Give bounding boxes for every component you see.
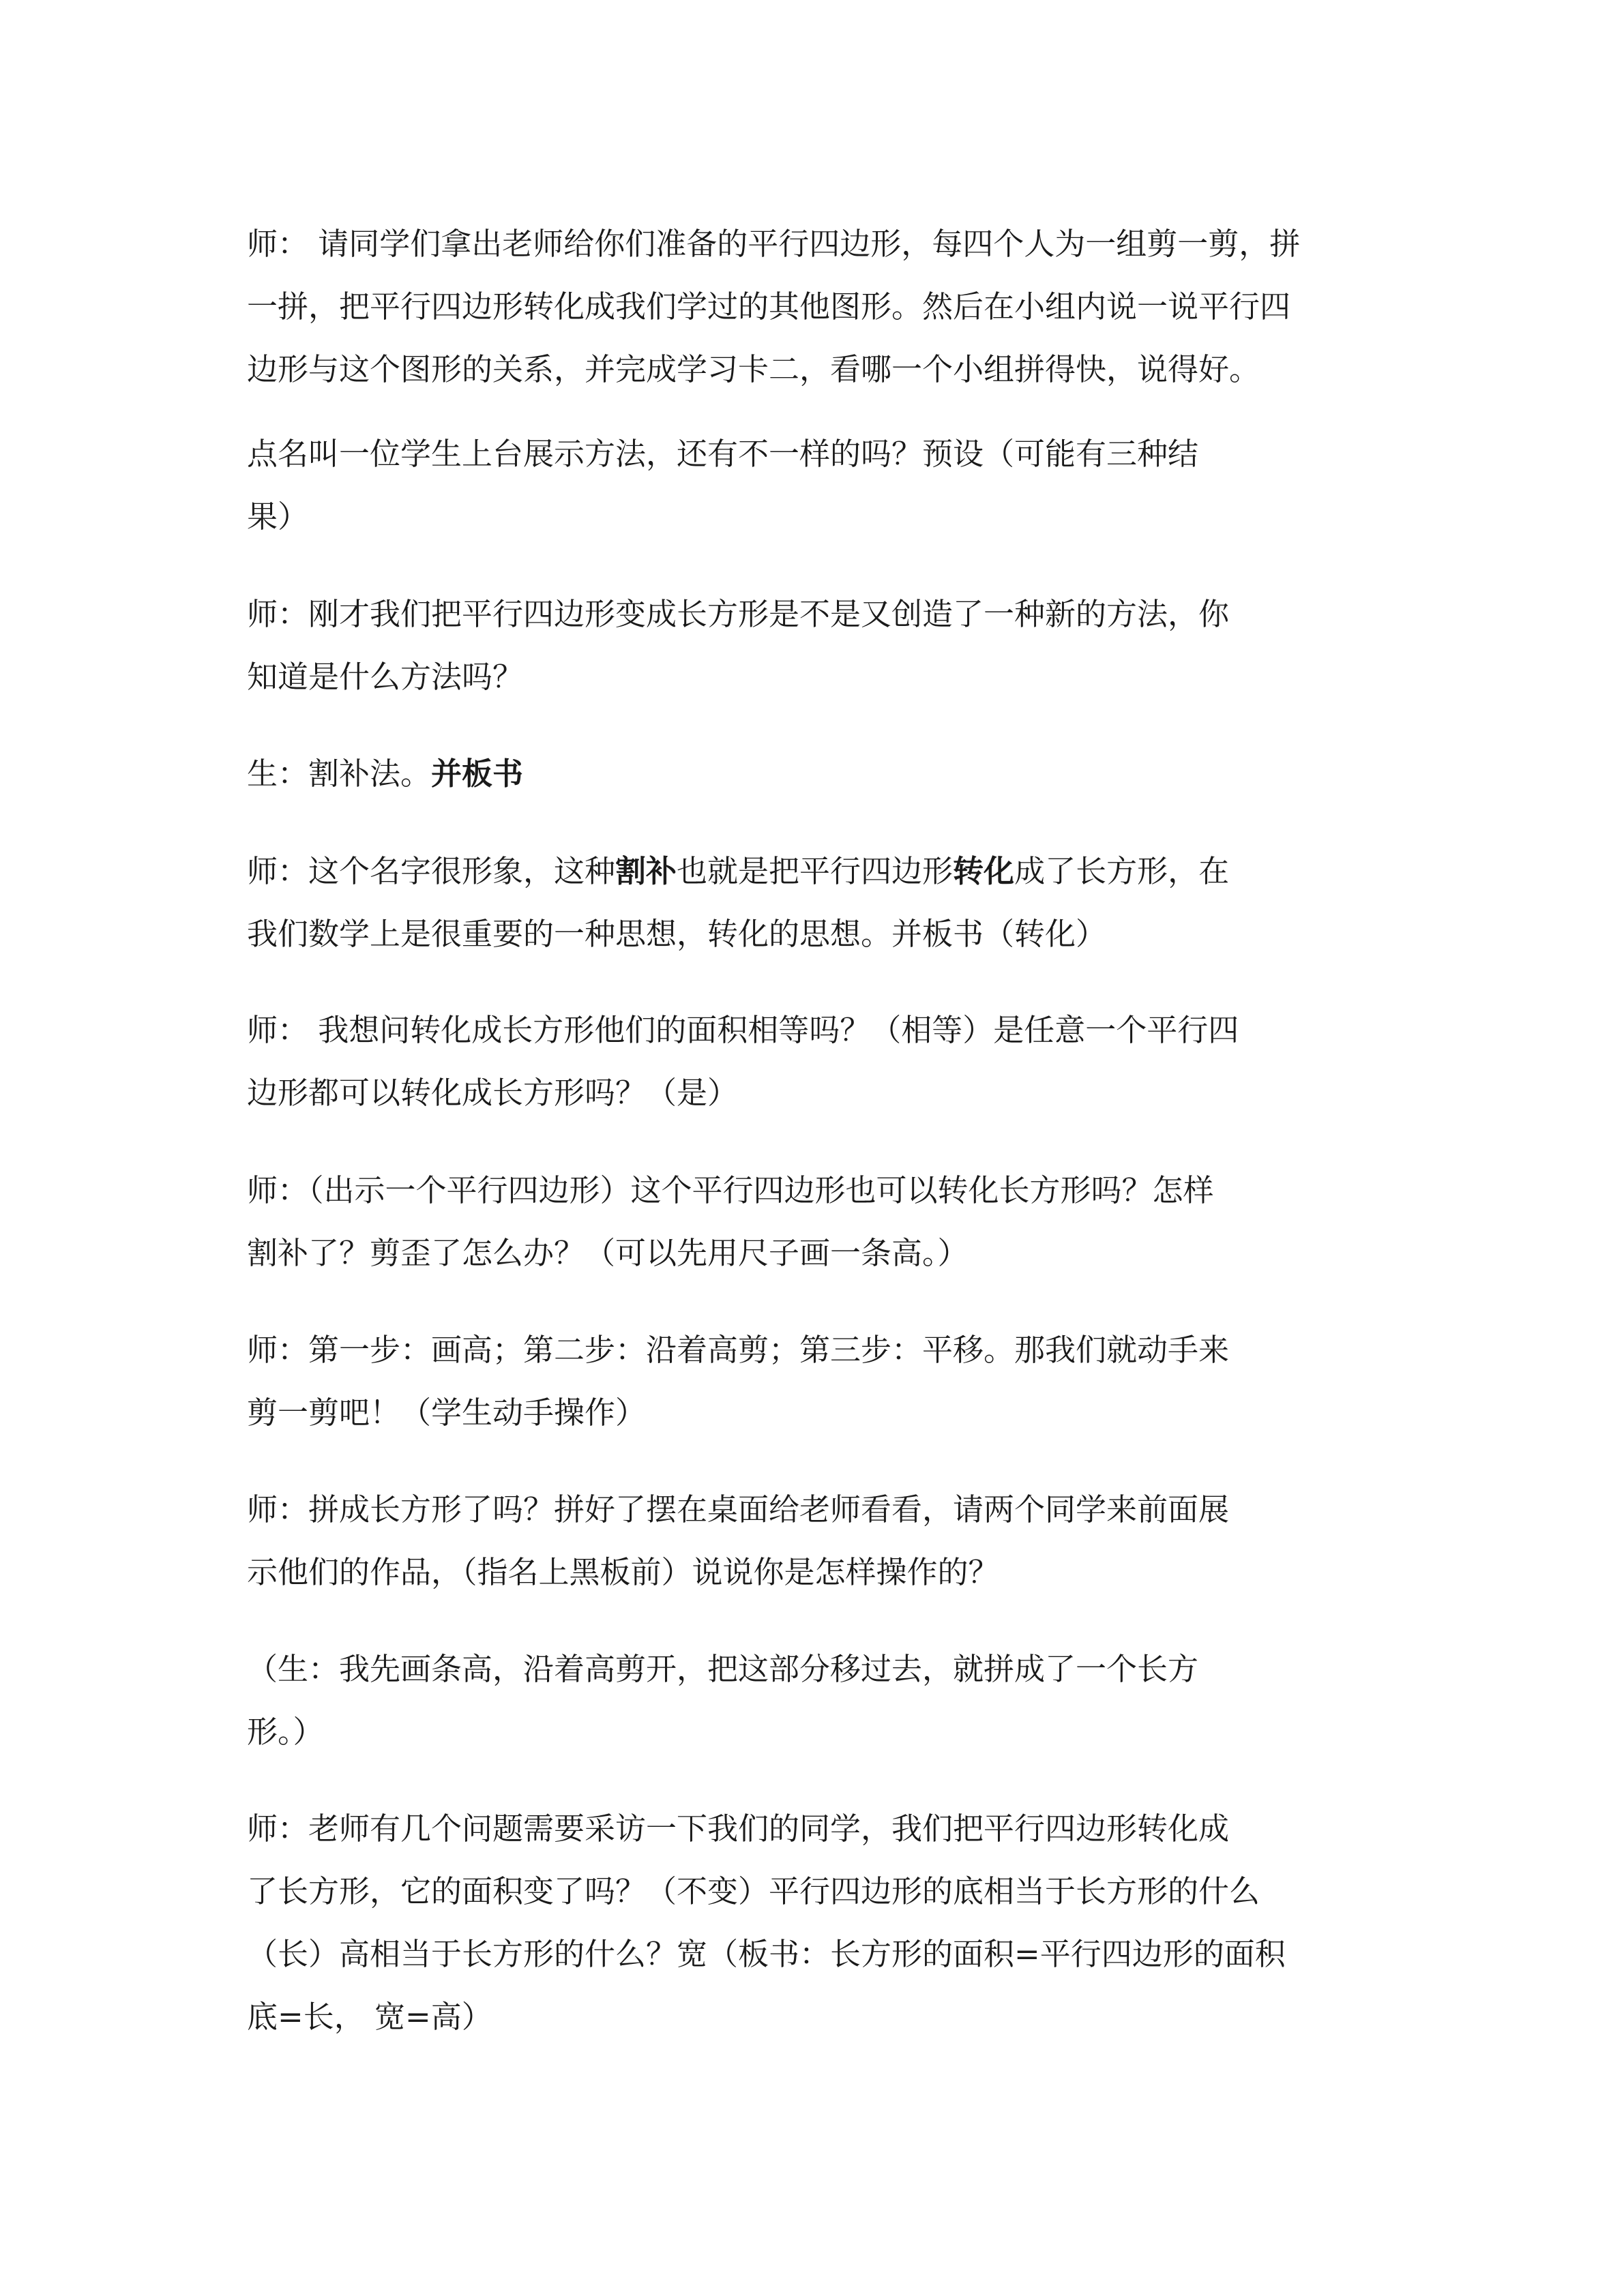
paragraph-2 xyxy=(247,423,1379,548)
text-line: 边形都可以转化成长方形吗？（是） xyxy=(247,1075,739,1111)
text-line: 示他们的作品，（指名上黑板前）说说你是怎样操作的？ xyxy=(247,1554,999,1590)
text-line: 师： 我想问转化成长方形他们的面积相等吗？（相等）是任意一个平行四 xyxy=(247,1012,1239,1048)
text-line: 割补了？剪歪了怎么办？（可以先用尺子画一条高。） xyxy=(247,1235,969,1271)
text-line: 师：拼成长方形了吗？拼好了摆在桌面给老师看看，请两个同学来前面展 xyxy=(247,1491,1230,1527)
text-line: 了长方形，它的面积变了吗？（不变）平行四边形的底相当于长方形的什么 xyxy=(247,1873,1260,1909)
paragraph-7 xyxy=(247,1159,1379,1285)
paragraph-5 xyxy=(247,840,1379,966)
text-line xyxy=(247,840,1379,903)
paragraph-8 xyxy=(247,1319,1379,1444)
text-run: 也就是把平行四边形 xyxy=(677,853,954,889)
bold-text: 割补 xyxy=(615,853,677,889)
text-line: 师：（出示一个平行四边形）这个平行四边形也可以转化长方形吗？怎样 xyxy=(247,1172,1214,1208)
bold-text: 转化 xyxy=(953,853,1015,889)
text-line: 师：第一步：画高；第二步：沿着高剪；第三步：平移。那我们就动手来 xyxy=(247,1332,1230,1368)
text-line: 果） xyxy=(247,498,309,535)
text-line: 师： 请同学们拿出老师给你们准备的平行四边形，每四个人为一组剪一剪，拼 xyxy=(247,226,1301,262)
text-line: 边形与这个图形的关系，并完成学习卡二，看哪一个小组拼得快，说得好。 xyxy=(247,351,1260,387)
paragraph-6 xyxy=(247,999,1379,1124)
paragraph-3 xyxy=(247,583,1379,709)
text-line: 知道是什么方法吗？ xyxy=(247,659,524,695)
text-run: 师：这个名字很形象，这种 xyxy=(247,853,616,889)
text-line: 师：刚才我们把平行四边形变成长方形是不是又创造了一种新的方法，你 xyxy=(247,596,1230,632)
text-run: 成了长方形，在 xyxy=(1014,853,1230,889)
paragraph-10 xyxy=(247,1638,1379,1763)
text-line: 我们数学上是很重要的一种思想，转化的思想。并板书（转化） xyxy=(247,916,1107,952)
text-line xyxy=(247,743,1379,805)
text-line: 底=长， 宽=高） xyxy=(247,1999,492,2035)
text-line: 师：老师有几个问题需要采访一下我们的同学，我们把平行四边形转化成 xyxy=(247,1810,1230,1847)
text-line: （长）高相当于长方形的什么？宽（板书：长方形的面积=平行四边形的面积 xyxy=(247,1936,1286,1972)
text-line: 一拼，把平行四边形转化成我们学过的其他图形。然后在小组内说一说平行四 xyxy=(247,288,1291,325)
text-run: 生：割补法。 xyxy=(247,756,432,792)
paragraph-1 xyxy=(247,213,1379,401)
paragraph-4 xyxy=(247,743,1379,805)
paragraph-11 xyxy=(247,1798,1379,2048)
text-line: 点名叫一位学生上台展示方法，还有不一样的吗？预设（可能有三种结 xyxy=(247,436,1199,472)
text-line: 形。） xyxy=(247,1714,324,1750)
paragraph-9 xyxy=(247,1478,1379,1604)
text-line: （生：我先画条高，沿着高剪开，把这部分移过去，就拼成了一个长方 xyxy=(247,1651,1199,1687)
bold-text: 并板书 xyxy=(431,756,524,792)
text-line: 剪一剪吧！（学生动手操作） xyxy=(247,1395,647,1431)
